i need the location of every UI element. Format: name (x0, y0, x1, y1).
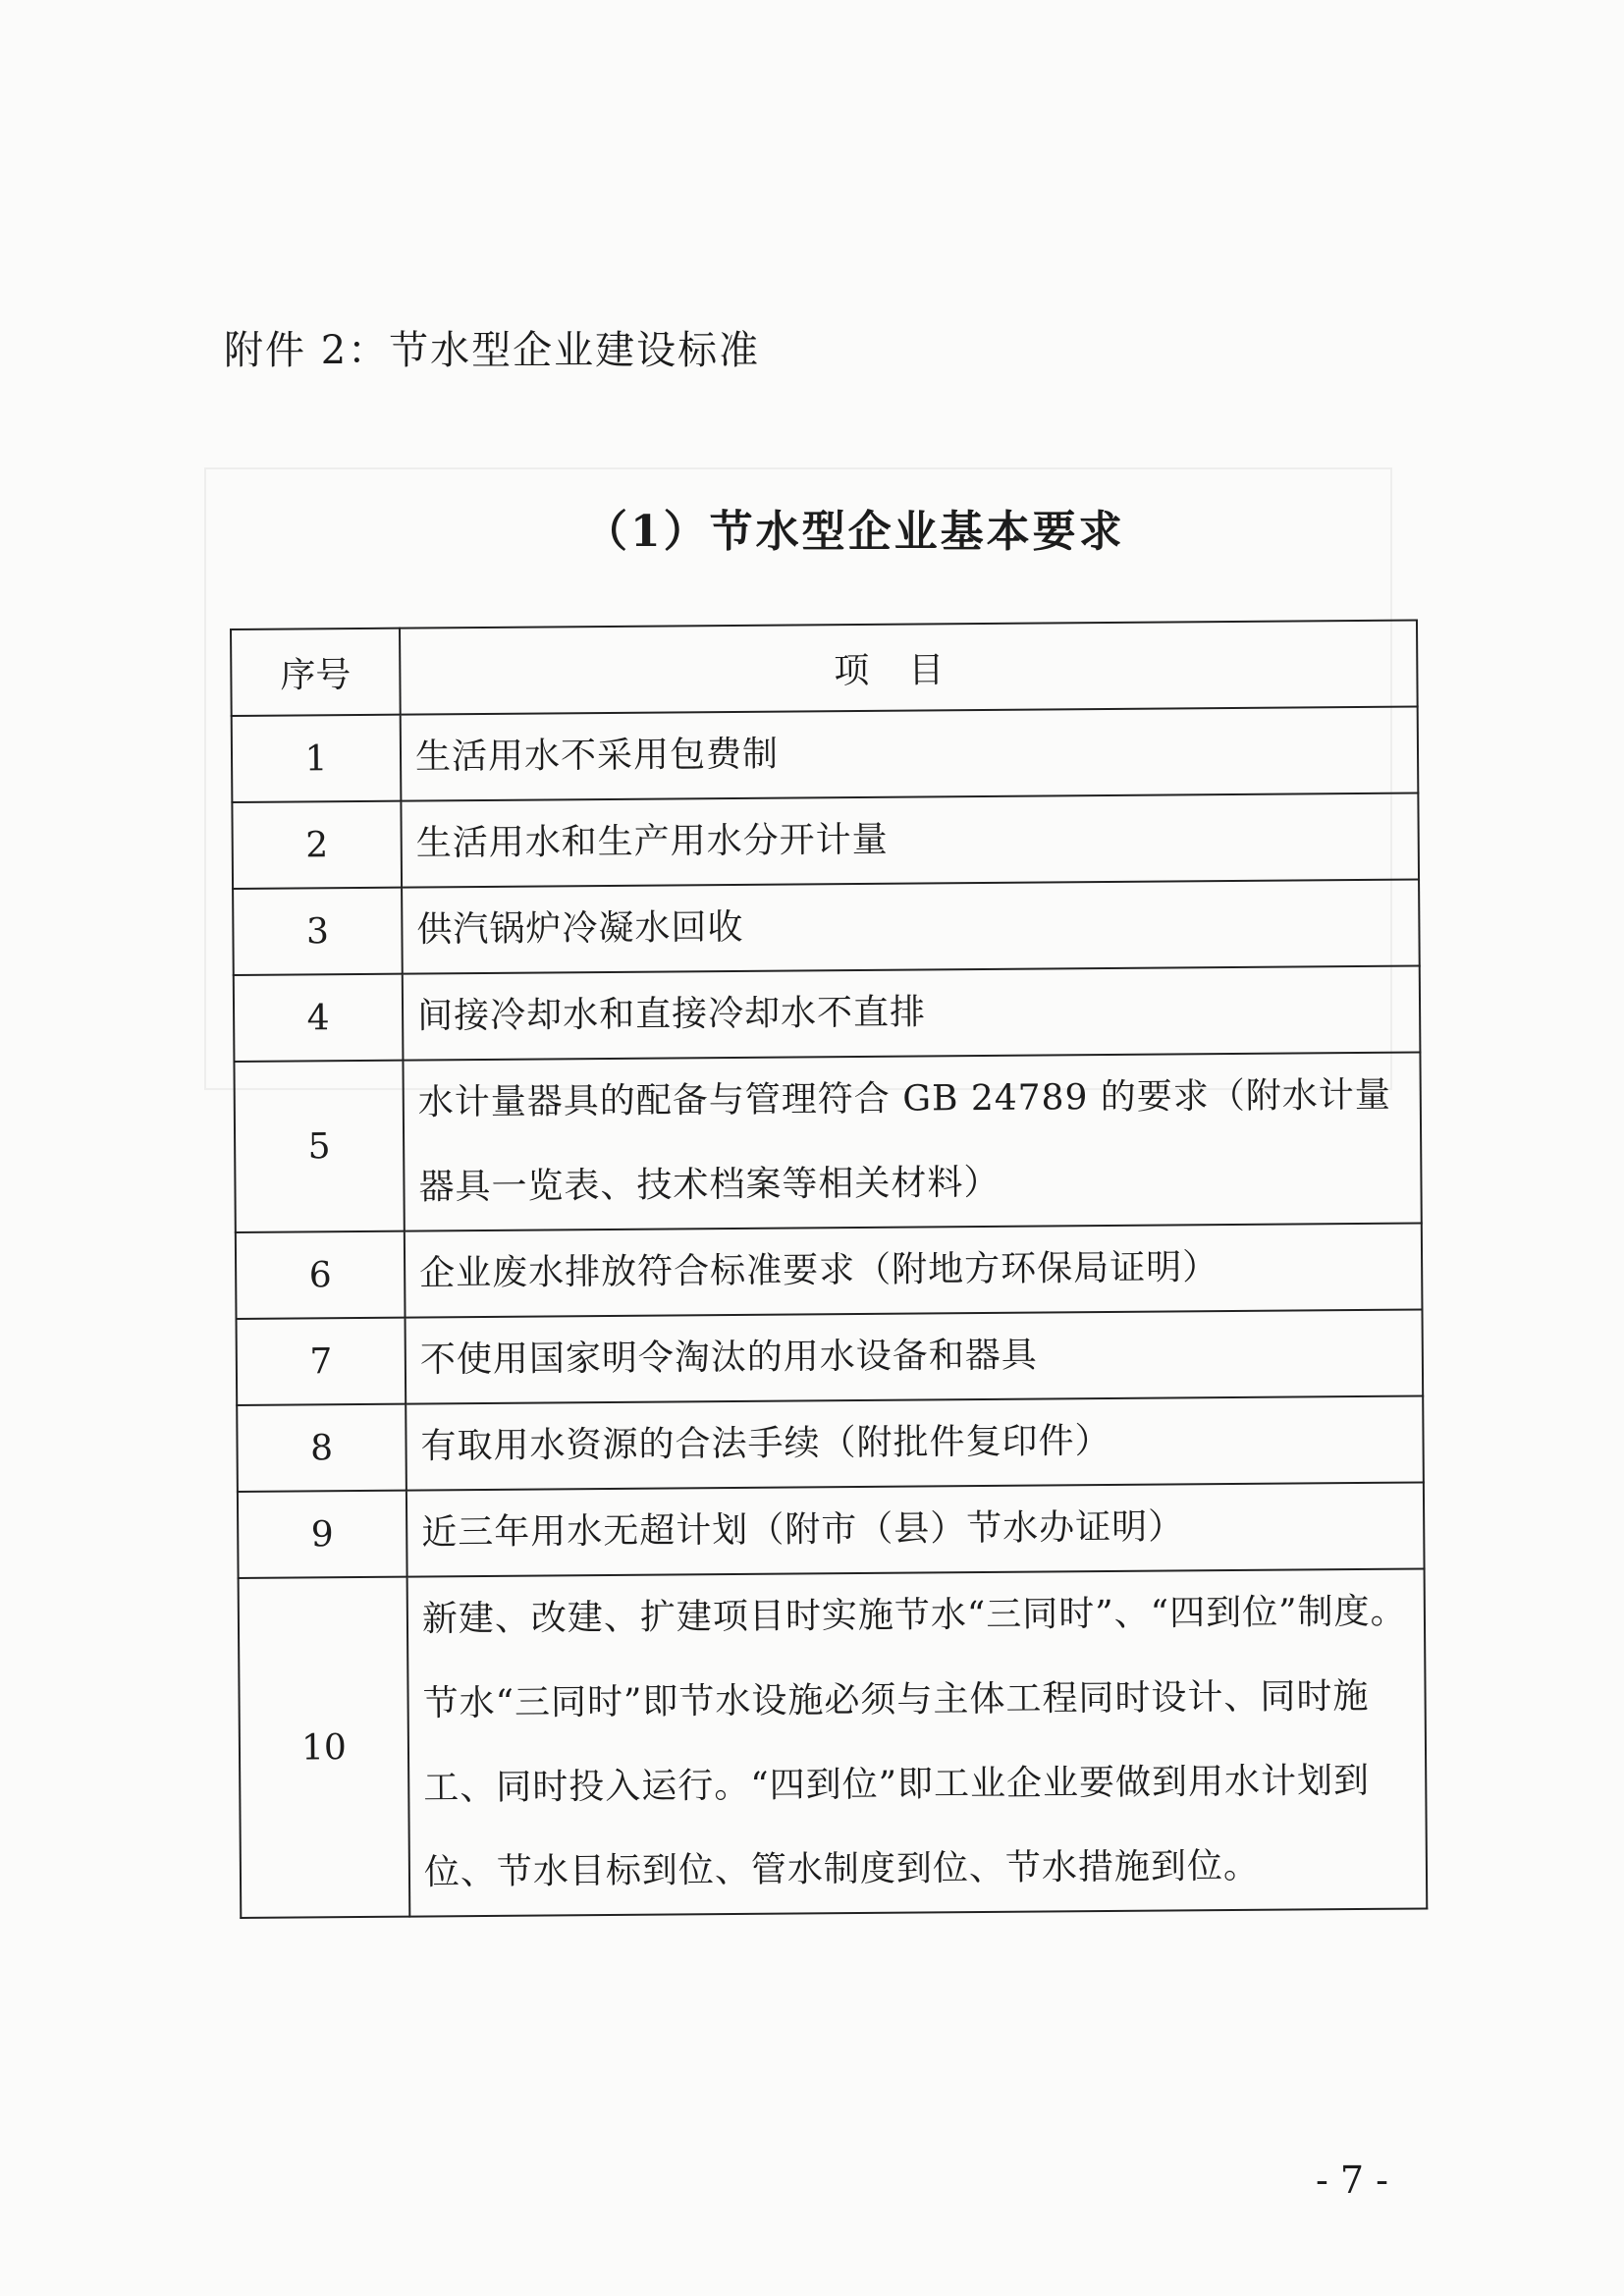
row-item: 间接冷却水和直接冷却水不直排 (403, 965, 1421, 1060)
row-item: 供汽锅炉冷凝水回收 (402, 879, 1420, 973)
row-number: 7 (237, 1318, 406, 1405)
table-row (239, 1568, 1428, 1917)
header-item: 项目 (400, 621, 1418, 715)
row-number: 10 (239, 1577, 410, 1918)
row-item: 有取用水资源的合法手续（附批件复印件） (406, 1395, 1424, 1490)
row-item: 生活用水和生产用水分开计量 (401, 793, 1419, 887)
row-item: 水计量器具的配备与管理符合 GB 24789 的要求（附水计量器具一览表、技术档案等相关材料） (403, 1052, 1421, 1230)
requirements-table (230, 619, 1428, 1918)
table-row (238, 1482, 1425, 1577)
row-item: 生活用水不采用包费制 (401, 707, 1419, 801)
row-number: 6 (236, 1231, 406, 1319)
attachment-title: 附件 2：节水型企业建设标准 (224, 328, 761, 373)
row-number: 2 (232, 801, 402, 889)
header-no: 序号 (231, 629, 401, 716)
table-row (234, 965, 1421, 1061)
section-title: （1）节水型企业基本要求 (584, 507, 1125, 557)
row-item: 企业废水排放符合标准要求（附地方环保局证明） (405, 1223, 1423, 1317)
row-item: 近三年用水无超计划（附市（县）节水办证明） (406, 1482, 1425, 1576)
table-row (232, 707, 1419, 802)
table-row (232, 793, 1419, 888)
row-item: 不使用国家明令淘汰的用水设备和器具 (406, 1309, 1424, 1403)
table-row (237, 1309, 1424, 1404)
row-item: 新建、改建、扩建项目时实施节水“三同时”、“四到位”制度。节水“三同时”即节水设施必须与主体工程同时设计、同时施工、同时投入运行。“四到位”即工业企业要做到用水计划到位、节水目标到位、管水制度到位、节水措施到位。 (407, 1568, 1428, 1916)
row-number: 3 (233, 888, 403, 975)
row-number: 5 (234, 1061, 404, 1232)
table-row (237, 1395, 1424, 1491)
table-row (233, 879, 1420, 974)
row-number: 4 (234, 974, 404, 1062)
table-header-row (231, 621, 1418, 716)
row-number: 9 (238, 1491, 407, 1578)
row-number: 1 (232, 715, 402, 802)
page-number: - 7 - (1316, 2159, 1389, 2202)
table-row (234, 1052, 1421, 1231)
table-row (236, 1223, 1423, 1318)
row-number: 8 (237, 1404, 406, 1492)
